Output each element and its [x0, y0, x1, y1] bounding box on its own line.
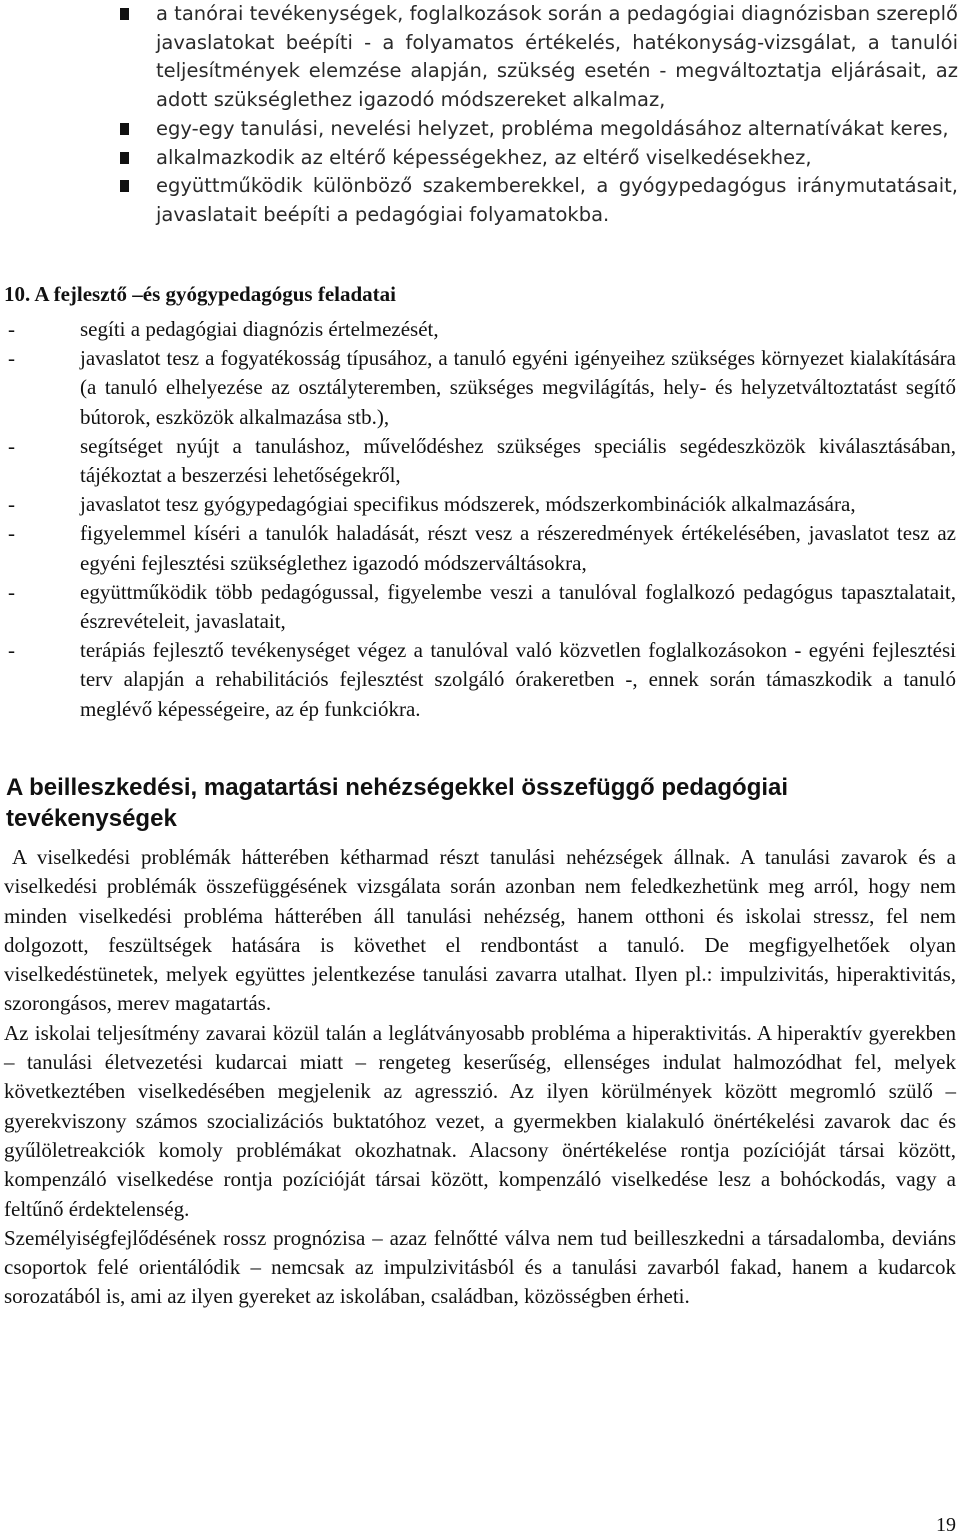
dash-marker: -: [8, 521, 15, 546]
square-bullet-icon: [120, 152, 129, 164]
section-title: 10. A fejlesztő –és gyógypedagógus feladatai: [4, 282, 396, 306]
paragraph: Az iskolai teljesítmény zavarai közül talán a leglátványosabb probléma a hiperaktivitás. A hiperaktív gyerekben – tanulási életvezetési kudarcai miatt – rengeteg keserűség, ellenséges indulat halmozódhat fel, melyek következtében viselkedésében megjelenik az agresszió. Az ilyen körülmények között megromló szülő – gyerekviszony számos szocializációs buktatóhoz vezet, a gyermekben kialakuló önértékelési zavarok dac és gyűlöletreakciók komoly problémákat okozhatnak. Alacsony önértékelése rontja pozícióját társai között, kompenzáló viselkedése rontja pozícióját társai között, kompenzáló viselkedése lesz a bohóckodás, vagy a feltűnő érdektelenség.: [4, 1020, 956, 1221]
bullet-item: a tanórai tevékenységek, foglalkozások során a pedagógiai diagnózisban szereplő javaslatokat beépíti - a folyamatos értékelés, hatékonyság-vizsgálat, a tanulói teljesítmények elemzése alapján, szükség esetén - megváltoztatja eljárásait, az adott szükséglethez igazodó módszereket alkalmaz,: [120, 0, 958, 115]
bullet-item: együttműködik különböző szakemberekkel, a gyógypedagógus iránymutatásait, javaslatait beépíti a pedagógiai folyamatokba.: [120, 172, 958, 229]
dash-marker: -: [8, 492, 15, 517]
list-item: - javaslatot tesz a fogyatékosság típusához, a tanuló egyéni igényeihez szükséges környezet kialakítására (a tanuló elhelyezése az osztályteremben, szükséges megvilágítás, hely- és helyzetváltoztatást segítő bútorok, eszközök alkalmazása stb.),: [8, 346, 956, 429]
body-text: [4, 843, 956, 1312]
task-list: [4, 315, 956, 724]
list-item: - együttműködik több pedagógussal, figyelembe veszi a tanulóval foglalkozó pedagógus tapasztalatait, észrevételeit, javaslatait,: [8, 579, 956, 634]
section-heading: A beilleszkedési, magatartási nehézségekkel összefüggő pedagógiai tevékenységek: [6, 774, 789, 832]
page-number: 19: [936, 1514, 956, 1536]
dash-marker: -: [8, 579, 15, 604]
square-bullet-icon: [120, 8, 129, 20]
bullet-item: egy-egy tanulási, nevelési helyzet, probléma megoldásához alternatívákat keres,: [120, 115, 958, 144]
list-item: - segítséget nyújt a tanuláshoz, művelődéshez szükséges speciális segédeszközök kiválasztásában, tájékoztat a beszerzési lehetőségekről,: [8, 433, 956, 488]
bullet-list: [120, 0, 958, 230]
square-bullet-icon: [120, 123, 129, 135]
bullet-item: alkalmazkodik az eltérő képességekhez, az eltérő viselkedésekhez,: [120, 144, 958, 173]
list-item: - figyelemmel kíséri a tanulók haladását, részt vesz a részeredmények értékelésében, javaslatot tesz az egyéni fejlesztési szükséglethez igazodó módszerváltásokra,: [8, 521, 956, 575]
paragraph: Személyiségfejlődésének rossz prognózisa – azaz felnőtté válva nem tud beilleszkedni a társadalomba, deviáns csoportok felé orientálódik – nemcsak az impulzivitásból és a tanulási zavarból fakad, hanem a kudarcok sorozatából is, ami az ilyen gyereket az iskolában, családban, közösségben érheti.: [4, 1225, 956, 1309]
dash-marker: -: [8, 433, 15, 458]
list-item: - segíti a pedagógiai diagnózis értelmezését,: [4, 315, 956, 344]
list-item: - javaslatot tesz gyógypedagógiai specifikus módszerek, módszerkombinációk alkalmazására,: [4, 490, 956, 519]
paragraph: A viselkedési problémák hátterében kétharmad részt tanulási nehézségek állnak. A tanulási zavarok és a viselkedési problémák összefüggésének vizsgálata során azonban nem feledkezhetünk meg arról, hogy nem minden viselkedési probléma hátterében áll tanulási nehézség, hanem otthoni és iskolai stressz, fel nem dolgozott, feszültségek hatására is követhet el rendbontást a tanuló. De megfigyelhetőek olyan viselkedéstünetek, melyek együttes jelentkezése tanulási zavarra utalhat. Ilyen pl.: impulzivitás, hiperaktivitás, szorongásos, merev magatartás.: [4, 845, 956, 1016]
dash-marker: -: [8, 346, 15, 371]
dash-marker: -: [8, 317, 15, 341]
list-item: - terápiás fejlesztő tevékenységet végez a tanulóval való közvetlen foglalkozásokon - egyéni fejlesztési terv alapján a rehabilitációs fejlesztést szolgáló órakeretben -, ennek során támaszkodik a tanuló meglévő képességeire, az ép funkciókra.: [8, 638, 956, 721]
square-bullet-icon: [120, 180, 129, 192]
dash-marker: -: [8, 638, 15, 663]
